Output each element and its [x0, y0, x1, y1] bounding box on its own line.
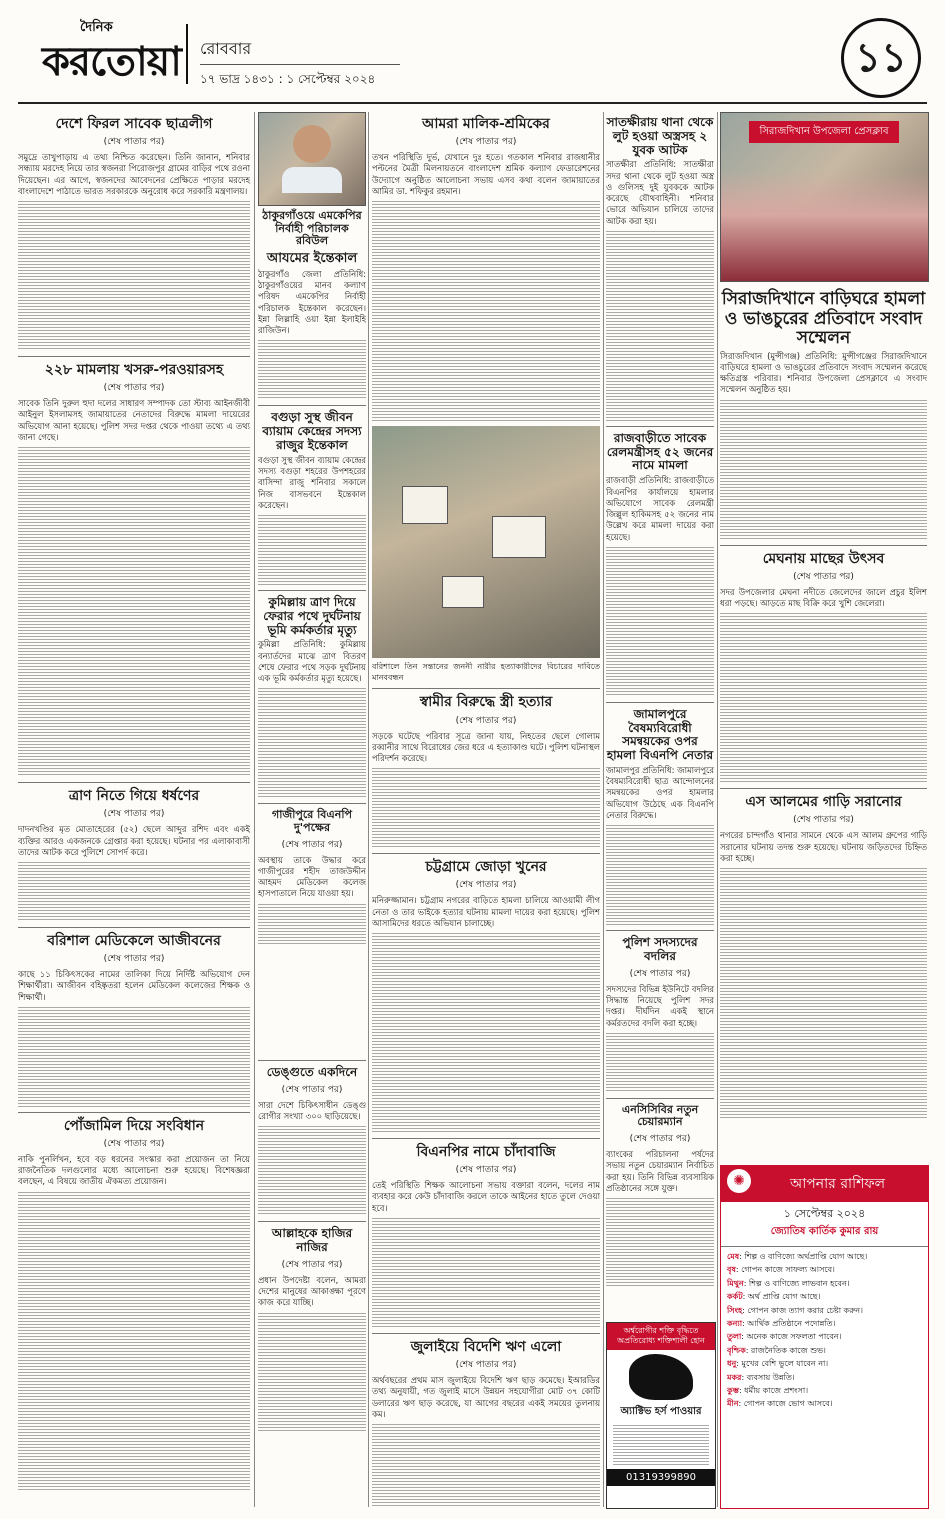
article-body-continued: [720, 868, 927, 1118]
article-body: তখন পরিস্থিতি দুর্ভ, যেখানে দুঃ হতে। গতকাল শনিবার রাজধানীর পল্টনের মৈত্রী মিলনায়তনে বাংলাদেশ শ্রমিক কল্যাণ ফেডারেশনের উদ্যোগে অনুষ্ঠিত আলোচনা সভায় এসব কথা বলেন জামায়াতের আমির ডা. শফিকুর রহমান।: [372, 152, 600, 196]
dateline: ১৭ ভাদ্র ১৪৩১ : ১ সেপ্টেম্বর ২০২৪: [200, 64, 400, 91]
placard: [402, 486, 448, 524]
headline[interactable]: পোঁজামিল দিয়ে সংবিধান: [63, 1117, 205, 1134]
article-body-continued: [18, 447, 250, 777]
ad-phone[interactable]: 01319399890: [607, 1469, 715, 1486]
horoscope-text: : আর্থিক প্রতিষ্ঠানে পদোন্নতি।: [742, 1318, 836, 1328]
horoscope-item: [727, 1386, 922, 1396]
article-body-continued: [720, 613, 927, 783]
article-body: সাবেক তিনি দুরুল হুদা দলের সাধারণ সম্পাদক তো স্টাব্য আইনজীবী আইনুল ইসলামসহ জামায়াতের নেতাদের বিরুদ্ধে মামলা দায়েরের অভিযোগ আনা হয়েছে। পুলিশ সদর দপ্তর থেকে পাওয়া তথ্যে এ তথ্য জানা গেছে।: [18, 398, 250, 442]
continued-note: (শেষ পাতার পর): [629, 1134, 691, 1145]
article-body: সদস্যদের বিভিন্ন ইউনিটে বদলির সিদ্ধান্ত নিয়েছে পুলিশ সদর দপ্তর। দীর্ঘদিন একই স্থানে কর্মরতদের বদলি করা হচ্ছে।: [606, 983, 714, 1028]
horoscope-item: [727, 1332, 922, 1342]
continued-note: (শেষ পাতার পর): [281, 1084, 343, 1095]
horoscope-date: ১ সেপ্টেম্বর ২০২৪: [783, 1207, 866, 1220]
article-body-continued: [720, 400, 927, 540]
headline[interactable]: বরিশাল মেডিকেলে আজীবনের: [47, 933, 221, 950]
horoscope-item: [727, 1359, 922, 1369]
horoscope-text: : গোপন কাজে সাফল্য আসবে।: [735, 1265, 835, 1275]
article-body: সড়কে ঘটেছে পরিবার সূত্রে জানা যায়, নিহতের ছেলে গোলাম রব্বানীর সাথে বিরোধের জের ধরে এ হত্যাকাণ্ড ঘটে। পুলিশ ঘটনাস্থল পরিদর্শন করেছে।: [372, 730, 600, 764]
headline[interactable]: ঠাকুরগাঁওয়ে এমকেপির নির্বাহী পরিচালক রবিউল: [262, 209, 362, 248]
continued-note: (শেষ পাতার পর): [455, 1360, 517, 1371]
ad-headline: অর্শ্বরোগীর শক্তি বৃদ্ধিতে অপ্রতিরোধ্য শক্তিশালী হোন: [607, 1323, 715, 1350]
article-body-continued: [258, 904, 366, 944]
divider: [606, 930, 714, 931]
horoscope-box: [720, 1165, 929, 1509]
article-body-continued: [258, 688, 366, 798]
horoscope-item: [727, 1399, 922, 1409]
headline[interactable]: জামালপুরে বৈষম্যবিরোধী সমন্বয়কের ওপর হামলা বিএনপি নেতার: [606, 706, 714, 763]
placard: [492, 516, 546, 558]
article-body-continued: [372, 1424, 600, 1507]
article-body-continued: [258, 340, 366, 400]
article-body: সারা দেশে চিকিৎসাধীন ডেঙ্গু রোগীর সংখ্যা ৩০০ ছাড়িয়েছে।: [258, 1099, 366, 1122]
article-body: রাজবাড়ী প্রতিনিধি: রাজবাড়ীতে বিএনপির কার্যালয়ে হামলার অভিযোগে সাবেক রেলমন্ত্রী জিল্লুল হাকিমসহ ৫২ জনের নাম উল্লেখ করে মামলা দায়ের করা হয়েছে।: [606, 475, 714, 542]
continued-note: (শেষ পাতার পর): [793, 571, 854, 582]
horoscope-item: [727, 1306, 922, 1316]
portrait-photo: [258, 112, 366, 206]
horoscope-author: জ্যোতিষ কার্তিক কুমার রায়: [770, 1226, 879, 1237]
horoscope-item: [727, 1279, 922, 1289]
divider: [720, 788, 927, 789]
zodiac-sign: সিংহ: [727, 1305, 743, 1315]
article-body: সদর উপজেলার মেঘনা নদীতে জেলেদের জালে প্রচুর ইলিশ ধরা পড়ছে। আড়তে মাছ বিক্রি করে খুশি জেলেরা।: [720, 586, 927, 608]
placard: [442, 576, 484, 608]
column-rule: [717, 112, 718, 1507]
continued-note: (শেষ পাতার পর): [455, 137, 517, 148]
horoscope-text: : শিল্প ও বাণিজ্যে লাভবান হবেন।: [743, 1278, 850, 1288]
advertisement[interactable]: [606, 1322, 716, 1509]
article-body-continued: [18, 201, 250, 351]
article-body-continued: [258, 515, 366, 585]
zodiac-sign: মীন: [727, 1399, 739, 1409]
article-body: কুমিল্লা প্রতিনিধি: কুমিল্লায় বন্যার্তদের মাঝে ত্রাণ বিতরণ শেষে ফেরার পথে সড়ক দুর্ঘটনায় এক ভূমি কর্মকর্তার মৃত্যু হয়েছে।: [258, 639, 366, 684]
article-body-continued: [18, 862, 250, 922]
divider: [258, 405, 366, 406]
horoscope-item: [727, 1265, 922, 1275]
continued-note: (শেষ পাতার পর): [455, 1165, 517, 1176]
zodiac-sign: ধনু: [727, 1359, 737, 1369]
article-body: জামালপুর প্রতিনিধি: জামালপুরে বৈষম্যবিরোধী ছাত্র আন্দোলনের সমন্বয়কের ওপর হামলার অভিযোগ উঠেছে এক বিএনপি নেতার বিরুদ্ধে।: [606, 764, 714, 820]
column-2-lower: [258, 1055, 366, 1507]
article-body: নাকি পুনর্লিখন, হবে বড় ধরনের সংস্কার করা প্রয়োজন তা নিয়ে রাজনৈতিক দলগুলোর মধ্যে আলোচনা শুরু হয়েছে। বিশেষজ্ঞরা বলছেন, এ বিষয়ে জাতীয় ঐকমত্য প্রয়োজন।: [18, 1153, 250, 1187]
divider: [372, 1138, 600, 1139]
column-3-top: [372, 112, 600, 422]
headline[interactable]: বিএনপির নামে চাঁদাবাজি: [416, 1144, 556, 1161]
zodiac-sign: কর্কট: [727, 1292, 743, 1302]
ad-brand: অ্যাক্টিভ হর্স পাওয়ার: [620, 1405, 702, 1417]
headline[interactable]: সিরাজদিখানে বাড়িঘরে হামলা ও ভাঙচুরের প্রতিবাদে সংবাদ সম্মেলন: [721, 289, 926, 349]
divider: [372, 853, 600, 854]
headline[interactable]: জুলাইয়ে বিদেশি ঋণ এলো: [410, 1338, 562, 1355]
divider: [18, 927, 250, 928]
masthead: [18, 14, 927, 104]
article-body-continued: [606, 825, 714, 925]
horoscope-text: : শিল্প ও বাণিজ্যে অর্থপ্রাপ্তি যোগ আছে।: [739, 1252, 868, 1261]
column-rule: [368, 112, 369, 1507]
article-body-continued: [372, 1218, 600, 1328]
headline[interactable]: গাজীপুরে বিএনপি দু'পক্ষের: [272, 808, 352, 835]
zodiac-sign: বৃশ্চিক: [727, 1345, 746, 1355]
article-body-continued: [372, 201, 600, 422]
divider: [721, 1246, 928, 1247]
column-rule: [603, 112, 604, 1507]
article-body: কাছে ১১ চিকিৎসকের নামের তালিকা দিয়ে নির্দিষ্ট অভিযোগ দেন শিক্ষার্থীরা। আজীবন বহিষ্কৃতরা হলেন মেডিকেল কলেজের শিক্ষক ও শিক্ষার্থী।: [18, 969, 250, 1002]
article-body: সিরাজদিখান (মুন্সীগঞ্জ) প্রতিনিধি: মুন্সীগঞ্জের সিরাজদিখানে বাড়িঘরে হামলা ও ভাঙচুরের প্রতিবাদে সংবাদ সম্মেলন করেছে ক্ষতিগ্রস্ত পরিবার। শনিবার উপজেলা প্রেসক্লাবে এ সংবাদ সম্মেলন অনুষ্ঠিত হয়।: [720, 350, 927, 395]
press-conference-photo: [720, 112, 929, 282]
portrait-shirt: [282, 167, 342, 193]
horoscope-item: [727, 1346, 922, 1356]
horoscope-text: : ব্যবসায় উন্নতি।: [741, 1372, 795, 1382]
headline[interactable]: আমরা মালিক-শ্রমিকের: [422, 116, 550, 132]
article-body-continued: [606, 1033, 714, 1093]
divider: [258, 1221, 366, 1222]
column-5: [720, 286, 927, 1160]
headline[interactable]: আল্লাহকে হাজির নাজির: [271, 1226, 353, 1255]
newspaper-logo: করতোয়া: [42, 39, 181, 85]
headline[interactable]: ত্রাণ নিতে গিয়ে ধর্ষণের: [68, 788, 200, 805]
headline[interactable]: এস আলমের গাড়ি সরানোর: [745, 794, 902, 811]
continued-note: (শেষ পাতার পর): [103, 1138, 165, 1149]
headline[interactable]: দেশে ফিরল সাবেক ছাত্রলীগ: [55, 116, 213, 132]
column-4: [606, 112, 714, 1317]
headline[interactable]: ডেঙ্গুতে একদিনে: [266, 1065, 358, 1079]
horoscope-title: আপনার রাশিফল: [789, 1176, 886, 1192]
horoscope-header: [721, 1166, 928, 1202]
continued-note: (শেষ পাতার পর): [103, 137, 165, 148]
continued-note: (শেষ পাতার পর): [455, 715, 517, 726]
article-body: মনিরুজ্জামান। চট্টগ্রাম নগরের বাড়িতে হামলা চালিয়ে আওয়ামী লীগ নেতা ও তার ভাইকে হত্যার ঘটনায় মামলা দায়ের করা হয়েছে। পুলিশ আসামিদের ধরতে অভিযান চালাচ্ছে।: [372, 895, 600, 928]
column-1: [18, 112, 250, 1507]
divider: [18, 782, 250, 783]
divider: [18, 356, 250, 357]
article-body: সাতক্ষীরা প্রতিনিধি: সাতক্ষীরা সদর থানা থেকে লুট হওয়া অস্ত্র ও গুলিসহ দুই যুবককে আটক করেছে যৌথবাহিনী। শনিবার ভোরে অভিযান চালিয়ে তাদের আটক করা হয়।: [606, 159, 714, 226]
horoscope-text: : রাজনৈতিক কাজে শুভ।: [745, 1345, 826, 1355]
article-body: অর্থবছরের প্রথম মাস জুলাইয়ে বিদেশি ঋণ ছাড় কমেছে। ইআরডির তথ্য অনুযায়ী, গত জুলাই মাসে উন্নয়ন সহযোগীরা মোট ৩৭ কোটি ডলারের ঋণ ছাড় করেছে, যা আগের বছরের একই সময়ের তুলনায় কম।: [372, 1375, 600, 1419]
headline[interactable]: পুলিশ সদস্যদের বদলির: [622, 935, 698, 964]
headline[interactable]: মেঘনায় মাছের উৎসব: [762, 550, 885, 567]
article-body-continued: [18, 1192, 250, 1492]
article-body: বগুড়া সুস্থ জীবন ব্যায়াম কেন্দ্রের সদস্য বগুড়া শহরের উপশহরের বাসিন্দা রাজু শনিবার সকালে নিজ বাসভবনে ইন্তেকাল করেছেন।: [258, 454, 366, 510]
continued-note: (শেষ পাতার পর): [281, 1259, 343, 1270]
article-body: অবস্থায় তাকে উদ্ধার করে গাজীপুরের শহীদ তাজউদ্দীন আহমদ মেডিকেল কলেজ হাসপাতালে নিয়ে যাওয়া হয়।: [258, 854, 366, 899]
weekday: রোববার: [200, 39, 252, 58]
horoscope-item: [727, 1252, 922, 1262]
divider: [372, 688, 600, 689]
headline[interactable]: স্বামীর বিরুদ্ধে স্ত্রী হত্যার: [419, 694, 553, 711]
article-body: দাদনখণ্ডির মৃত মোতাহেরের (৫২) ছেলে আব্দুর রশিদ এবং একই ব্যক্তির আরও একজনকে গ্রেপ্তার করা হয়েছে। ঘটনার পর এলাকাবাসী তাদের আটক করে পুলিশে সোপর্দ করে।: [18, 824, 250, 857]
horoscope-text: : অনেক কাজে সফলতা পাবেন।: [741, 1332, 842, 1342]
article-body-continued: [372, 933, 600, 1133]
divider: [720, 545, 927, 546]
horoscope-text: : মুখের বেশি ভুলে যাবেন না।: [736, 1359, 829, 1369]
horoscope-item: [727, 1373, 922, 1383]
zodiac-wheel-icon: ✺: [727, 1169, 751, 1193]
horoscope-item: [727, 1319, 922, 1329]
horoscope-text: : ধর্মীয় কাজে প্রশংসা।: [738, 1385, 809, 1395]
column-rule: [254, 112, 255, 1507]
protest-photo: [372, 426, 600, 658]
headline[interactable]: কুমিল্লায় ত্রাণ দিয়ে ফেরার পথে দুর্ঘটনায় ভূমি কর্মকর্তার মৃত্যু: [263, 595, 361, 637]
article-body-continued: [606, 231, 714, 421]
headline[interactable]: বগুড়া সুস্থ জীবন ব্যায়াম কেন্দ্রের সদস্য রাজুর ইন্তেকাল: [262, 410, 362, 452]
article-body: সমুদ্রে তাখুপাড়ায় এ তথ্য নিশ্চিত করেছেন। তিনি জানান, শনিবার সন্ধ্যায় মরদেহ নিয়ে তার স্বজনরা পিরোজপুর গ্রামের বাড়ির পথে রওনা দিয়েছেন। এর আগে, স্বজনদের আবেদনের প্রেক্ষিতে পাড়ার মরদেহ বাংলাদেশে পাঠাতে ভারত সরকারকে অনুরোধ করে সরকারি মন্ত্রণালয়।: [18, 152, 250, 196]
divider: [258, 590, 366, 591]
headline-line-2[interactable]: আযমের ইন্তেকাল: [266, 250, 358, 266]
headline[interactable]: রাজবাড়ীতে সাবেক রেলমন্ত্রীসহ ৫২ জনের নামে মামলা: [606, 430, 714, 473]
article-body-continued: [258, 1313, 366, 1433]
zodiac-sign: মকর: [727, 1372, 742, 1382]
headline[interactable]: সাতক্ষীরায় থানা থেকে লুট হওয়া অস্ত্রসহ ২ যুবক আটক: [606, 115, 714, 157]
zodiac-sign: কন্যা: [727, 1318, 743, 1328]
masthead-divider: [186, 24, 188, 84]
article-body-continued: [258, 1126, 366, 1216]
zodiac-sign: মিথুন: [727, 1278, 744, 1288]
horoscope-item: [727, 1292, 922, 1302]
article-body: ব্যাংকের পরিচালনা পর্ষদের সভায় নতুন চেয়ারম্যান নির্বাচিত করা হয়। তিনি বিভিন্ন ব্যবসায়িক প্রতিষ্ঠানের সঙ্গে যুক্ত।: [606, 1149, 714, 1193]
zodiac-sign: কুম্ভ: [727, 1385, 739, 1395]
zodiac-sign: তুলা: [727, 1332, 742, 1342]
divider: [606, 426, 714, 427]
continued-note: (শেষ পাতার পর): [103, 383, 165, 394]
ad-copy: [613, 1425, 709, 1465]
continued-note: (শেষ পাতার পর): [793, 815, 854, 826]
divider: [258, 803, 366, 804]
logo-prefix: দৈনিক: [80, 20, 113, 35]
horoscope-text: : গোপন কাজে ভোগ আসবে।: [738, 1399, 833, 1409]
horse-icon: [629, 1354, 693, 1400]
horoscope-text: : অর্থ প্রাপ্তি যোগ আছে।: [742, 1292, 821, 1302]
article-body-continued: [606, 547, 714, 697]
press-banner: সিরাজদিখান উপজেলা প্রেসক্লাব: [749, 121, 899, 143]
continued-note: (শেষ পাতার পর): [103, 809, 165, 820]
zodiac-sign: বৃষ: [727, 1265, 736, 1275]
portrait-face: [293, 125, 331, 163]
horoscope-text: : গোপন কাজ ত্যাগ করার চেষ্টা করুন।: [742, 1305, 863, 1315]
column-3-bottom: [372, 662, 600, 1507]
article-body: প্রধান উপদেষ্টা বলেন, আমরা দেশের মানুষের আকাঙ্ক্ষা পূরণে কাজ করে যাচ্ছি।: [258, 1274, 366, 1308]
article-body-continued: [18, 1007, 250, 1107]
zodiac-sign: মেষ: [727, 1252, 740, 1261]
horoscope-list: [721, 1252, 928, 1410]
continued-note: (শেষ পাতার পর): [103, 954, 165, 965]
divider: [372, 1333, 600, 1334]
headline[interactable]: এনসিসিবির নতুন চেয়ারম্যান: [621, 1102, 699, 1129]
article-body: ঠাকুরগাঁও জেলা প্রতিনিধি: ঠাকুরগাঁওয়ের মানব কল্যাণ পরিষদ এমকেপির নির্বাহী পরিচালক ইন্তেকাল করেছেন। ইন্না লিল্লাহি ওয়া ইন্না ইলাইহি রাজিউন।: [258, 268, 366, 336]
divider: [606, 1098, 714, 1099]
headline[interactable]: চট্টগ্রামে জোড়া খুনের: [425, 859, 547, 876]
column-2: [258, 112, 366, 1052]
article-body: নগরের চান্দগাঁও থানার সামনে থেকে এস আলম গ্রুপের গাড়ি সরানোর ঘটনায় তদন্ত শুরু হয়েছে। ঘটনায় জড়িতদের চিহ্নিত করা হচ্ছে।: [720, 830, 927, 863]
continued-note: (শেষ পাতার পর): [629, 968, 691, 979]
headline[interactable]: ২২৮ মামলায় খসরু-পরওয়ারসহ: [44, 362, 224, 379]
seated-people: [721, 171, 928, 281]
continued-note: (শেষ পাতার পর): [455, 880, 517, 891]
article-body-continued: [606, 1198, 714, 1288]
divider: [606, 702, 714, 703]
divider: [258, 1060, 366, 1061]
divider: [18, 1112, 250, 1113]
page-number: ১১: [841, 18, 921, 98]
article-body: তেই পরিস্থিতি শিক্ষক আলোচনা সভায় বক্তারা বলেন, দলের নাম ব্যবহার করে কেউ চাঁদাবাজি করলে তাকে আইনের হাতে তুলে দেওয়া হবে।: [372, 1180, 600, 1213]
article-body-continued: [372, 768, 600, 848]
photo-caption: বরিশালে তিন সন্তানের জননী নারীর হত্যাকারীদের বিচারের দাবিতে মানববন্ধন: [372, 662, 600, 682]
continued-note: (শেষ পাতার পর): [281, 839, 343, 850]
